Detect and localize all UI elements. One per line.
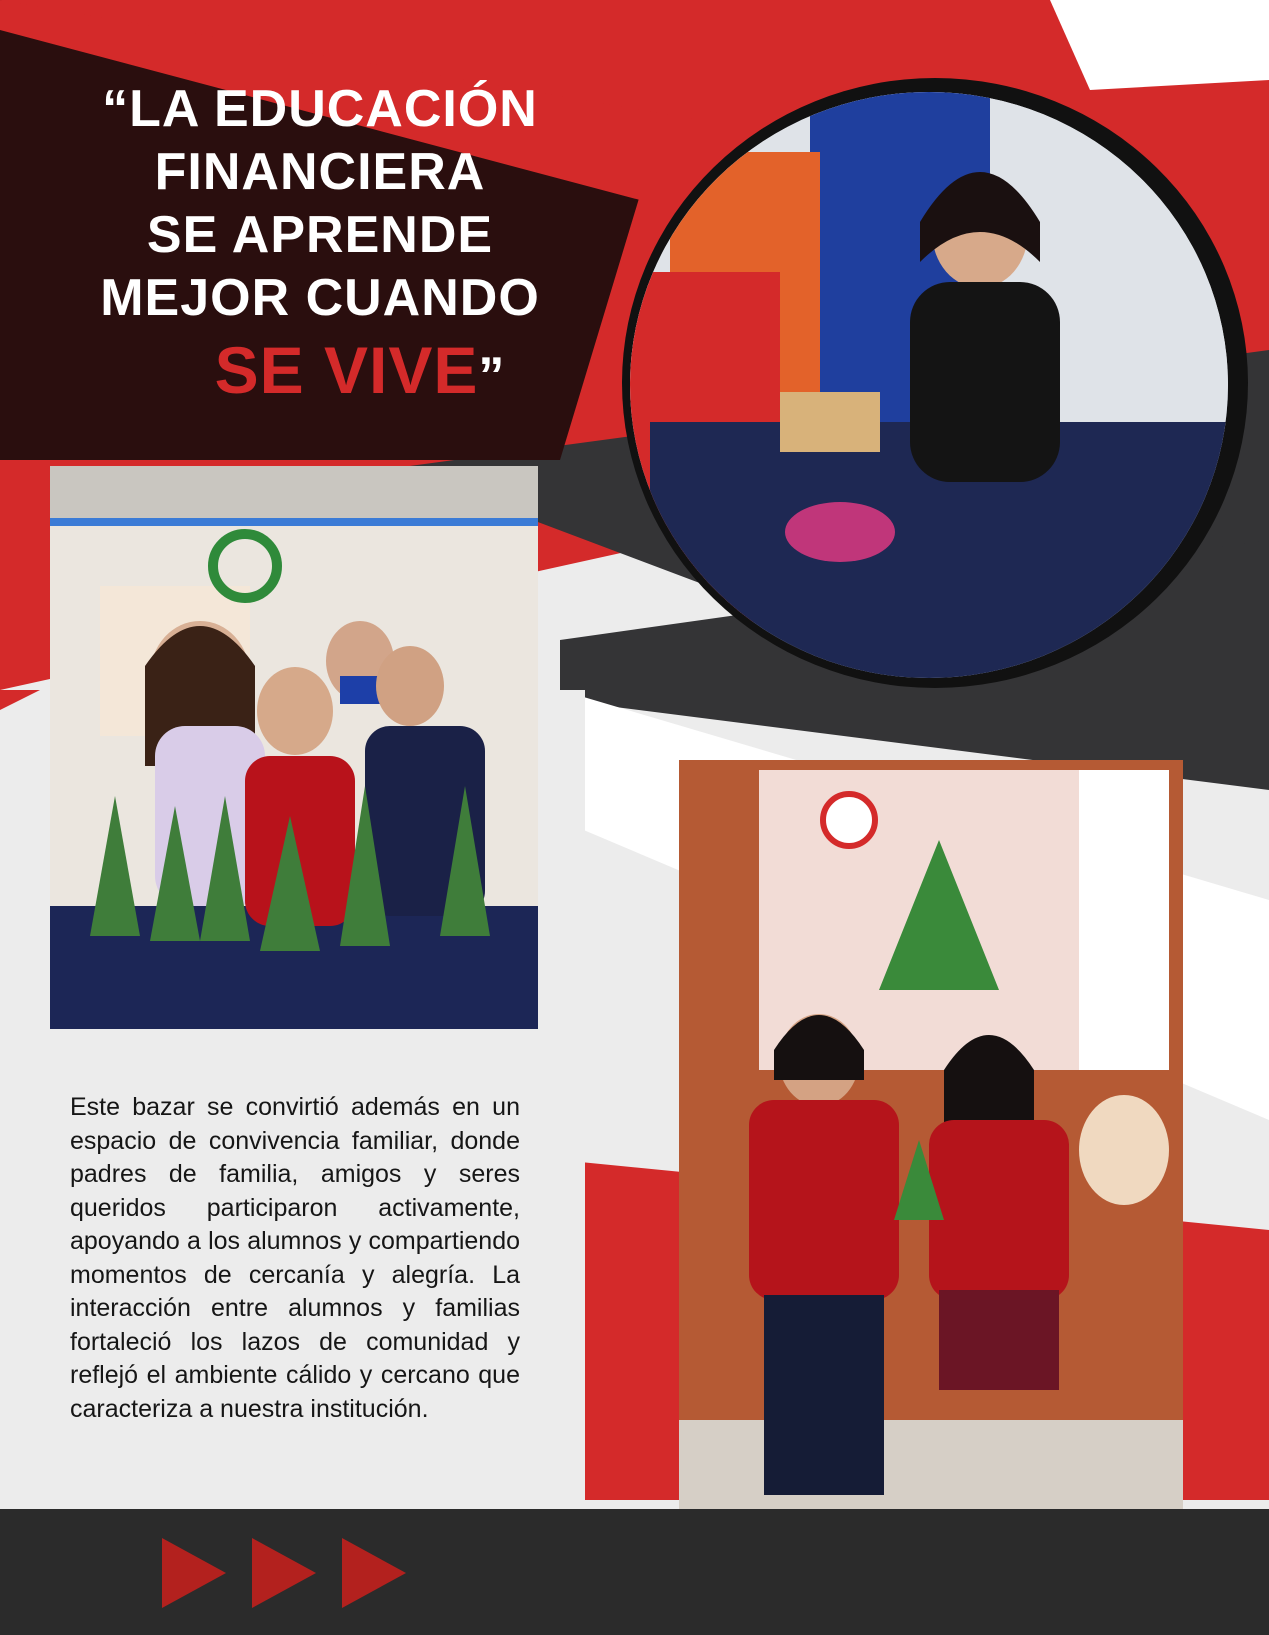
photo-illustration [630, 92, 1228, 678]
body-paragraph: Este bazar se convirtió además en un espacio de convivencia familiar, donde padres de familia, amigos y seres queridos participaron activamente, apoyando a los alumnos y compartiendo momentos de cercanía y alegría. La interacción entre alumnos y familias fortaleció los lazos de comunidad y reflejó el ambiente cálido y cercano que caracteriza a nuestra institución. [70, 1093, 520, 1423]
quote-closing-mark: ” [478, 347, 506, 405]
quote-line-3: SE APRENDE [146, 206, 494, 264]
quote-highlight: SE VIVE [214, 333, 479, 407]
photo-girl-handing-money [630, 92, 1228, 678]
quote-line-1: “LA EDUCACIÓN [102, 80, 538, 138]
photo-students-bazaar-poster [679, 760, 1183, 1568]
play-arrow-icon [162, 1538, 226, 1608]
footer-arrows [162, 1538, 422, 1608]
circular-photo-frame [622, 78, 1248, 688]
play-arrow-icon [342, 1538, 406, 1608]
quote-line-2: FINANCIERA [154, 143, 486, 201]
quote-line-4: MEJOR CUANDO [100, 269, 540, 327]
photo-illustration [679, 760, 1183, 1568]
pull-quote [40, 78, 600, 408]
photo-students-with-trees [50, 466, 538, 1029]
photo-illustration [50, 466, 538, 1029]
quote-highlight-line [40, 332, 600, 408]
play-arrow-icon [252, 1538, 316, 1608]
